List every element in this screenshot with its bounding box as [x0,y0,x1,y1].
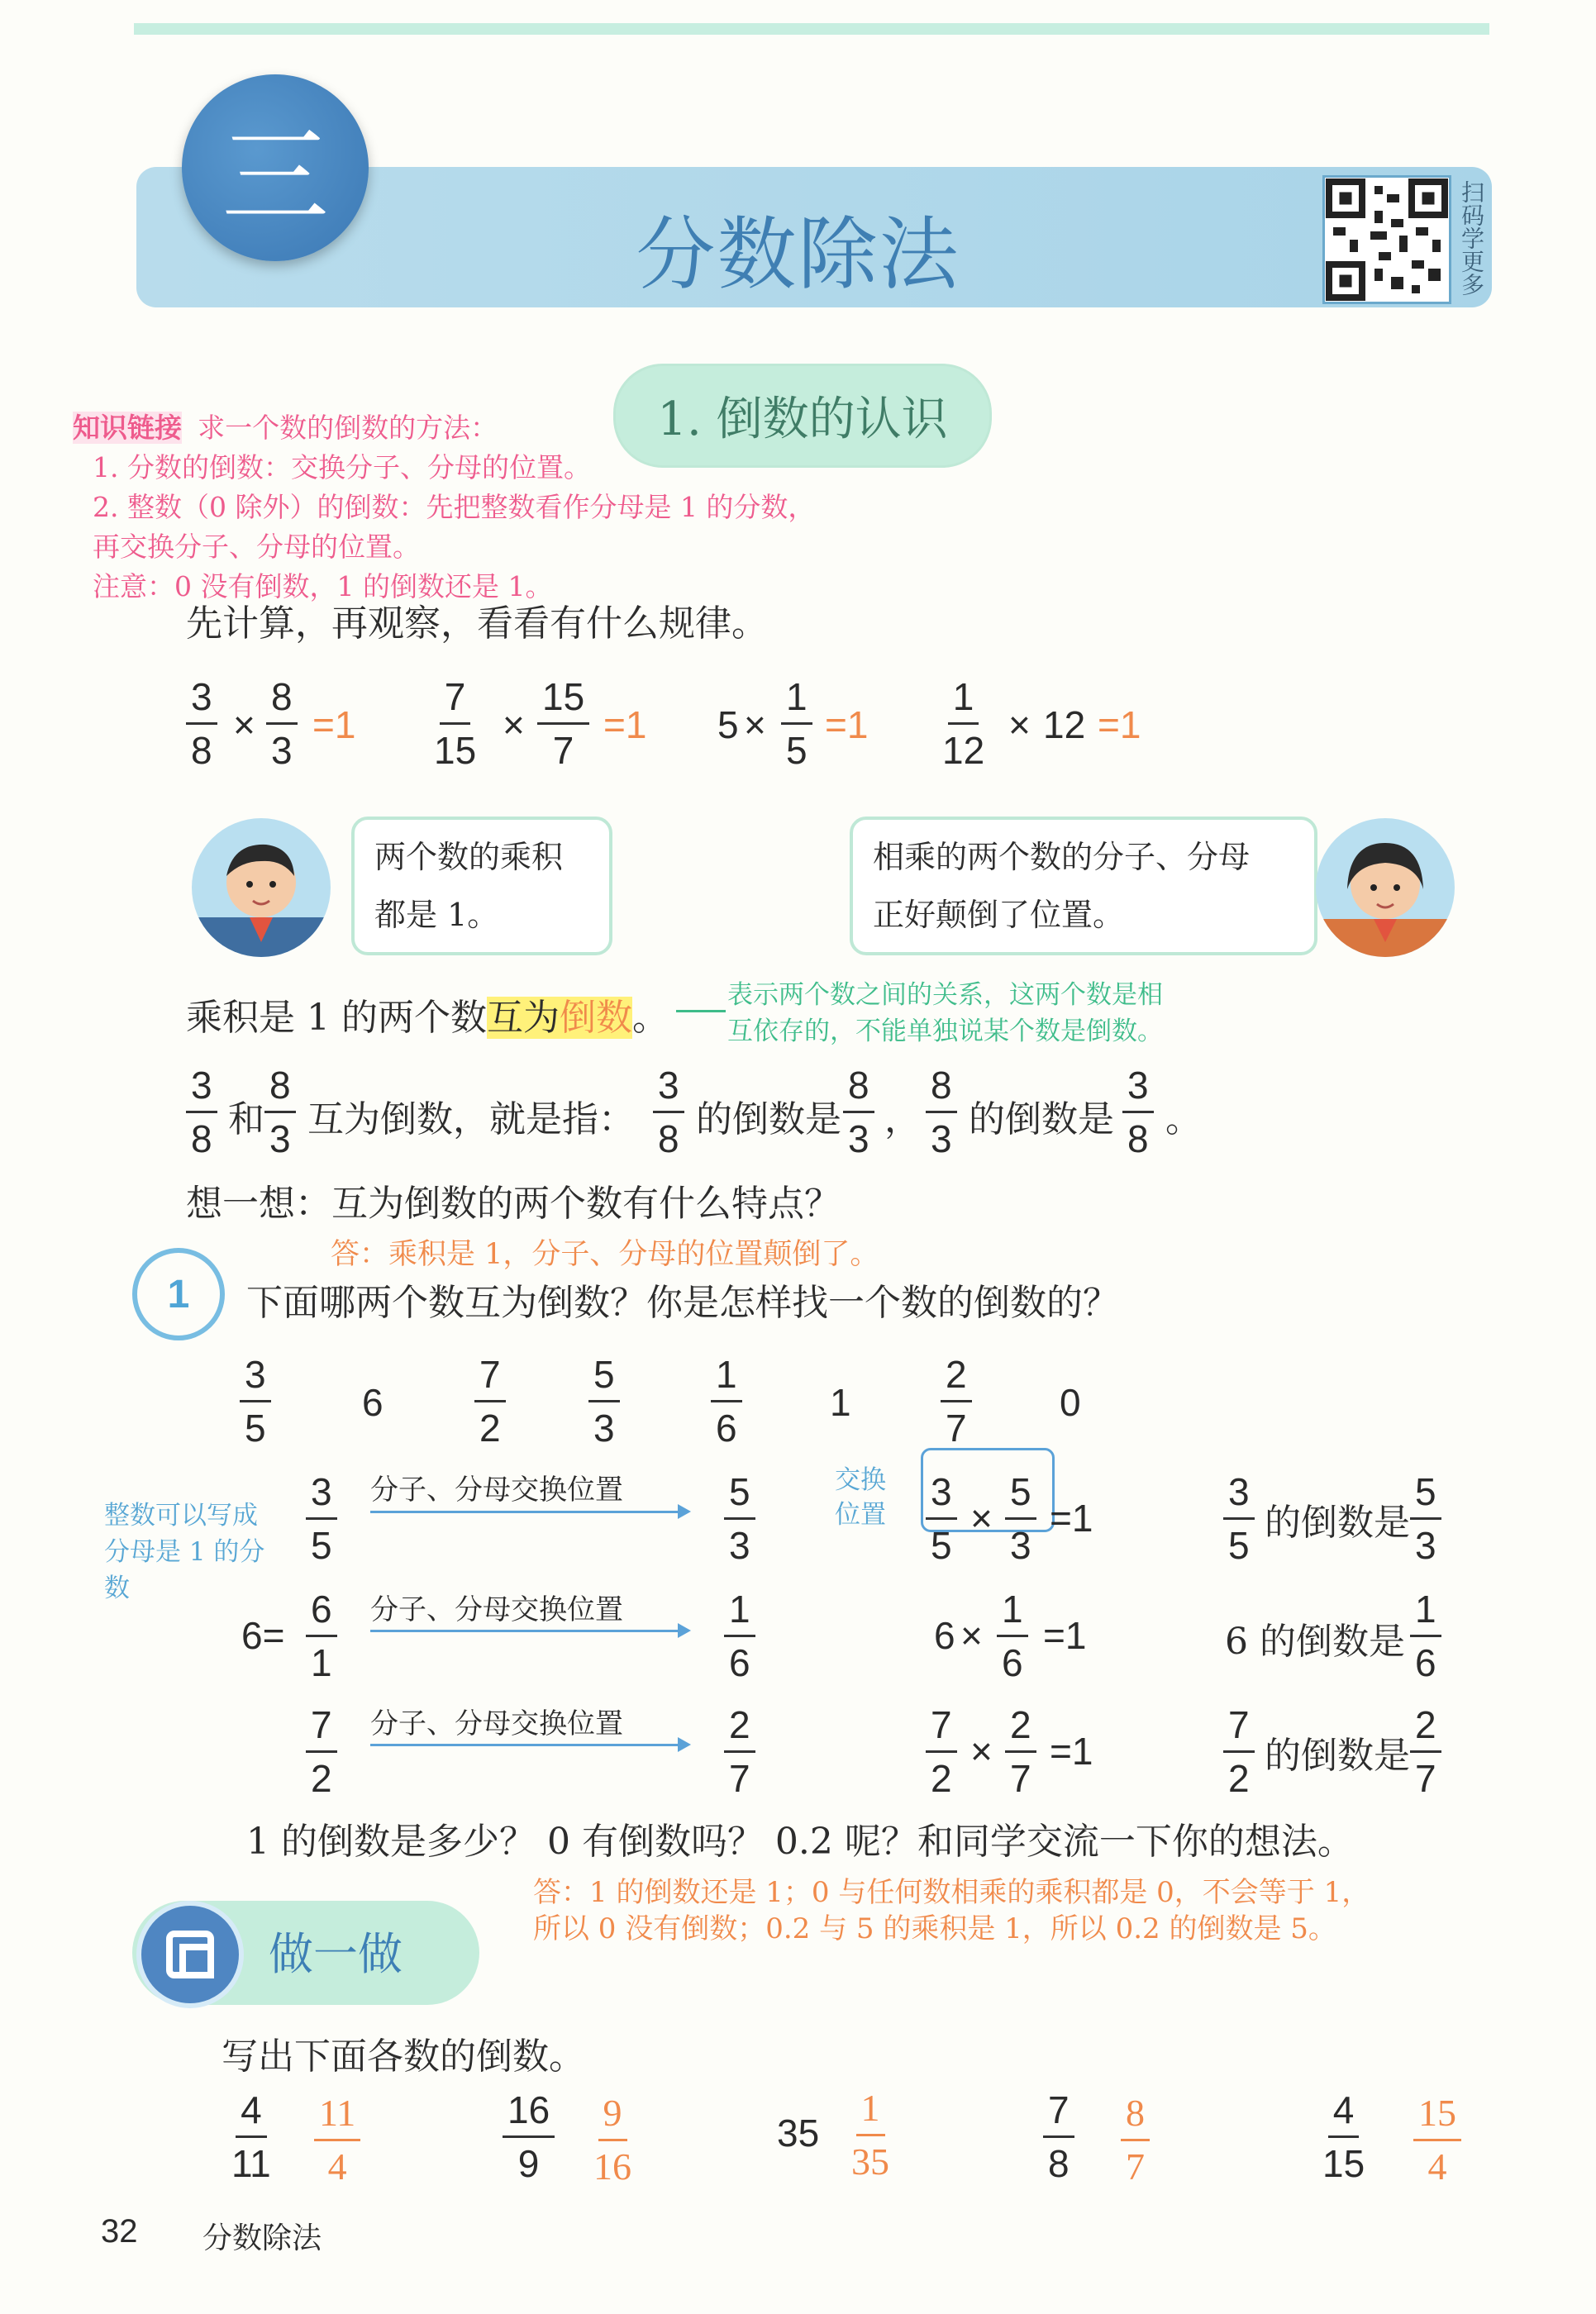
footer-chapter: 分数除法 [202,2221,322,2255]
boy-avatar [192,818,331,957]
fraction: $\frac{6}{1}$ [306,1590,337,1682]
integer: 5 [717,703,739,746]
fraction: $\frac{5}{3}$ [724,1473,755,1564]
times-sign: × [960,1614,983,1657]
fraction: $\frac{2}{7}$ [724,1706,755,1797]
fraction: $\frac{3}{8}$ [186,678,217,769]
fraction: $\frac{5}{3}$ [1410,1473,1441,1564]
practice-instruction: 写出下面各数的倒数。 [222,2035,585,2078]
qr-label: 扫码学更多 [1458,180,1485,296]
arrow-icon [370,1511,688,1513]
girl-avatar [1316,818,1455,957]
fraction: $\frac{1}{6}$ [724,1590,755,1682]
think-question: 想一想：互为倒数的两个数有什么特点？ [186,1183,841,1225]
fraction: $\frac{3}{8}$ [186,1066,217,1158]
knowledge-line: 求一个数的倒数的方法： [198,412,498,444]
chapter-title: 分数除法 [636,208,960,301]
answer: =1 [1098,703,1141,746]
explain-text: 。 [1165,1098,1202,1140]
speech-bubble-girl [850,817,1317,955]
fraction: $\frac{8}{3}$ [843,1066,874,1158]
integer-equals: 6= [241,1614,285,1657]
knowledge-line: 注意：0 没有倒数，1 的倒数还是 1。 [93,570,553,602]
reciprocal-text: 的倒数是 [1265,1735,1410,1777]
times-sign: × [1008,703,1031,746]
fraction: $\frac{2}{7}$ [1005,1706,1036,1797]
answer: =1 [312,703,356,746]
practice-title: 做一做 [269,1928,403,1980]
answer-fraction: $\frac{9}{16}$ [593,2092,631,2188]
equals-one: =1 [1050,1730,1093,1773]
practice-icon [136,1901,244,2008]
fraction: $\frac{1}{5}$ [781,678,812,769]
qr-code-icon[interactable] [1322,175,1451,304]
fraction: $\frac{16}{9}$ [503,2091,555,2183]
integer: 35 [777,2112,820,2154]
followup-answer: 答：1 的倒数还是 1；0 与任何数相乘的乘积都是 0，不会等于 1， [533,1876,1370,1909]
fraction: $\frac{3}{8}$ [1122,1066,1154,1158]
fraction: $\frac{8}{3}$ [926,1066,957,1158]
answer: =1 [825,703,869,746]
definition-text: 。 [631,997,669,1039]
top-decor-bar [134,23,1489,35]
fraction: $\frac{15}{7}$ [537,678,589,769]
side-note-integer: 整数可以写成分母是 1 的分数 [104,1501,265,1603]
knowledge-link-tag: 知识链接 [73,412,182,444]
arrow-label: 分子、分母交换位置 [370,1707,623,1740]
reciprocal-text: 6 的倒数是 [1225,1621,1405,1663]
side-note-swap: 交换位置 [835,1465,886,1530]
definition-text: 乘积是 1 的两个数 [186,997,487,1039]
knowledge-line: 2. 整数（0 除外）的倒数：先把整数看作分母是 1 的分数， [93,491,816,523]
fraction: $\frac{1}{6}$ [997,1590,1028,1682]
pointer-arrow [676,1010,726,1012]
knowledge-link [73,407,498,445]
times-sign: × [970,1730,993,1773]
bubble-text: 都是 1。 [374,897,499,933]
fraction: $\frac{3}{8}$ [653,1066,684,1158]
times-sign: × [744,703,766,746]
followup-answer: 所以 0 没有倒数；0.2 与 5 的乘积是 1，所以 0.2 的倒数是 5。 [533,1912,1336,1945]
definition-line [186,988,669,1040]
exercise-question: 下面哪两个数互为倒数？你是怎样找一个数的倒数的？ [246,1282,1119,1324]
intro-text: 先计算，再观察，看看有什么规律。 [186,602,768,645]
explain-text: ， [884,1098,921,1140]
arrow-icon [370,1744,688,1746]
arrow-label: 分子、分母交换位置 [370,1474,623,1507]
fraction: $\frac{3}{5}$ [240,1355,271,1447]
equals-one: =1 [1050,1497,1093,1540]
definition-keyword: 倒数 [559,997,632,1039]
reciprocal-text: 的倒数是 [1265,1502,1410,1544]
integer: 1 [830,1381,851,1424]
explain-text: 的倒数是 [969,1098,1114,1140]
fraction: $\frac{2}{7}$ [941,1355,972,1447]
answer-fraction: $\frac{11}{4}$ [314,2094,360,2186]
arrow-label: 分子、分母交换位置 [370,1593,623,1626]
fraction: $\frac{7}{8}$ [1043,2091,1074,2183]
fraction: $\frac{7}{2}$ [1223,1706,1255,1797]
definition-note: 互依存的，不能单独说某个数是倒数。 [727,1017,1163,1046]
knowledge-line: 1. 分数的倒数：交换分子、分母的位置。 [93,451,591,483]
bubble-text: 正好颠倒了位置。 [873,897,1125,933]
equals-one: =1 [1043,1614,1087,1657]
integer: 12 [1043,703,1086,746]
fraction: $\frac{3}{5}$ [1223,1473,1255,1564]
fraction: $\frac{5}{3}$ [588,1355,620,1447]
fraction: $\frac{8}{3}$ [264,1066,296,1158]
section-title: 1. 倒数的认识 [613,364,992,468]
fraction: $\frac{7}{2}$ [306,1706,337,1797]
think-answer: 答：乘积是 1，分子、分母的位置颠倒了。 [331,1238,879,1271]
bubble-text: 两个数的乘积 [374,839,564,875]
answer: =1 [603,703,647,746]
fraction: $\frac{5}{3}$ [1005,1473,1036,1564]
knowledge-line: 再交换分子、分母的位置。 [93,531,420,563]
fraction: $\frac{1}{6}$ [711,1355,742,1447]
times-sign: × [233,703,255,746]
fraction: $\frac{4}{15}$ [1322,2088,1365,2185]
chapter-number-badge: 三 [182,74,369,261]
page-number: 32 [101,2213,138,2250]
followup-question: 1 的倒数是多少？ 0 有倒数吗？ 0.2 呢？和同学交流一下你的想法。 [246,1821,1354,1863]
integer: 0 [1060,1381,1081,1424]
times-sign: × [970,1497,993,1540]
fraction: $\frac{1}{6}$ [1410,1590,1441,1682]
speech-bubble-boy [351,817,612,955]
explain-text: 的倒数是 [696,1098,841,1140]
fraction: $\frac{8}{3}$ [266,678,298,769]
integer: 6 [362,1381,384,1424]
arrow-icon [370,1630,688,1632]
definition-note: 表示两个数之间的关系，这两个数是相 [727,980,1163,1010]
fraction: $\frac{7}{15}$ [434,675,477,772]
answer-fraction: $\frac{15}{4}$ [1413,2094,1461,2186]
explain-text: 和 [228,1098,264,1140]
definition-highlight: 互为 [486,997,560,1039]
fraction: $\frac{1}{12}$ [942,675,985,772]
explain-text: 互为倒数，就是指： [307,1098,635,1140]
bubble-text: 相乘的两个数的分子、分母 [873,839,1251,875]
exercise-number: 1 [132,1248,225,1340]
fraction: $\frac{7}{2}$ [474,1355,506,1447]
answer-fraction: $\frac{1}{35}$ [851,2087,889,2183]
times-sign: × [503,703,525,746]
fraction: $\frac{7}{2}$ [926,1706,957,1797]
integer: 6 [934,1614,955,1657]
fraction: $\frac{2}{7}$ [1410,1706,1441,1797]
fraction: $\frac{4}{11}$ [231,2088,271,2185]
fraction: $\frac{3}{5}$ [926,1473,957,1564]
fraction: $\frac{3}{5}$ [306,1473,337,1564]
answer-fraction: $\frac{8}{7}$ [1121,2094,1150,2186]
